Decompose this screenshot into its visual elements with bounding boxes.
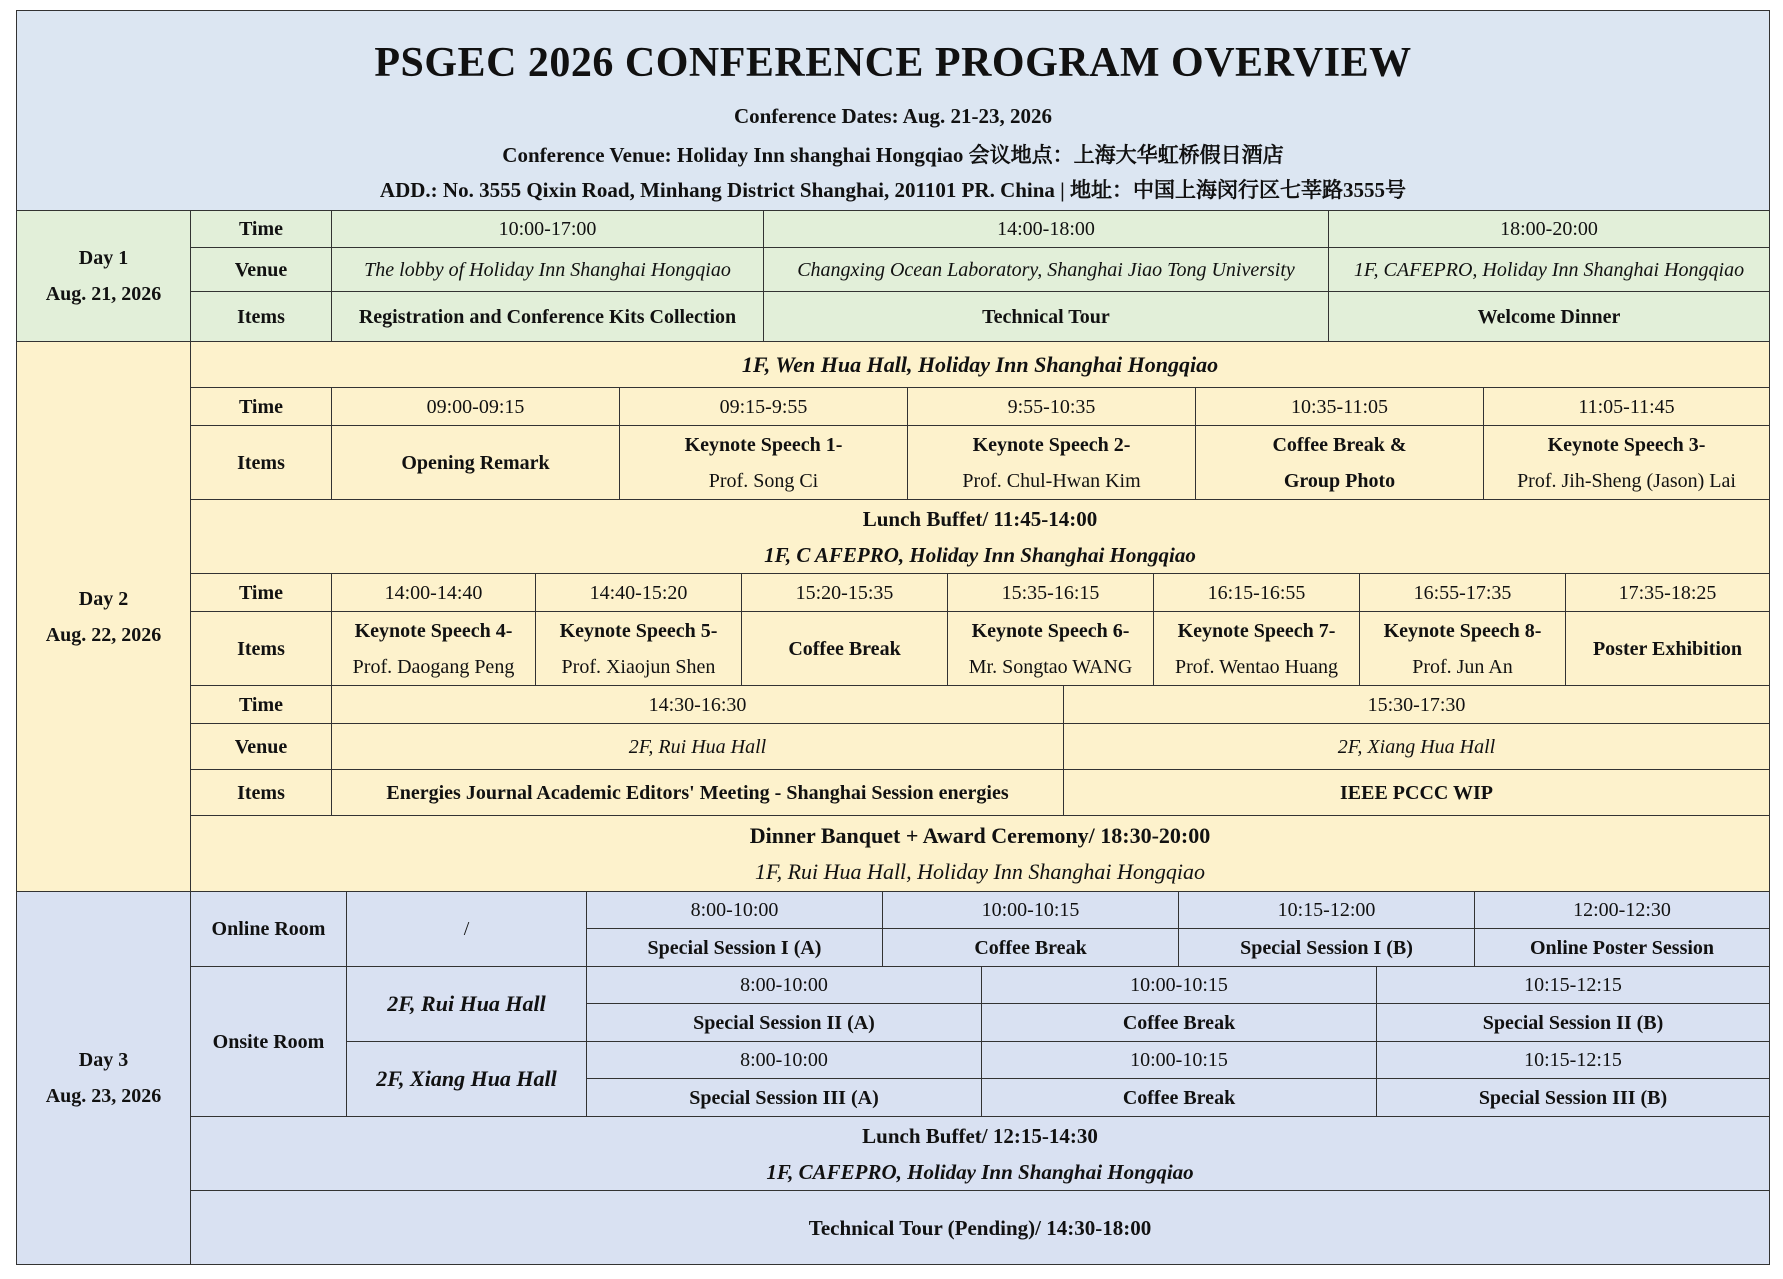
day1-venue-cell: Changxing Ocean Laboratory, Shanghai Jiao Tong University (764, 248, 1329, 292)
item-title: Keynote Speech 8- (1383, 619, 1542, 642)
online-item: Special Session I (A) (587, 929, 883, 967)
conference-dates: Conference Dates: Aug. 21-23, 2026 (733, 104, 1053, 128)
day2-parallel-time: 14:30-16:30 (332, 686, 1064, 724)
day2-items-label: Items (191, 770, 332, 816)
page-title: PSGEC 2026 CONFERENCE PROGRAM OVERVIEW (374, 40, 1412, 86)
day1-date: Aug. 21, 2026 (45, 283, 162, 305)
day2-afternoon-item (948, 612, 1154, 686)
day2-day: Day 2 (78, 587, 129, 610)
day3-lunch (191, 1117, 1770, 1191)
day1-time-cell: 10:00-17:00 (332, 210, 764, 248)
conference-venue: Conference Venue: Holiday Inn shanghai Hongqiao 会议地点：上海大华虹桥假日酒店 (502, 143, 1284, 167)
day3-technical-tour: Technical Tour (Pending)/ 14:30-18:00 (191, 1191, 1770, 1265)
conference-address: ADD.: No. 3555 Qixin Road, Minhang District Shanghai, 201101 PR. China | 地址：中国上海闵行区七莘路3555号 (379, 178, 1407, 202)
day2-morning-item (620, 426, 908, 500)
xiang-item: Special Session III (B) (1377, 1079, 1770, 1117)
day1-venue-cell: The lobby of Holiday Inn Shanghai Hongqiao (332, 248, 764, 292)
xiang-time: 10:15-12:15 (1377, 1042, 1770, 1079)
day1-venue-label: Venue (191, 248, 332, 292)
day2-afternoon-time: 14:00-14:40 (332, 574, 536, 612)
day1-venue-cell: 1F, CAFEPRO, Holiday Inn Shanghai Hongqiao (1329, 248, 1770, 292)
day2-afternoon-time: 15:35-16:15 (948, 574, 1154, 612)
day2-morning-time: 11:05-11:45 (1484, 388, 1770, 426)
item-title: Keynote Speech 3- (1547, 433, 1706, 456)
day1-day: Day 1 (78, 247, 129, 269)
item-speaker: Prof. Song Ci (708, 469, 819, 492)
item-speaker: Mr. Songtao WANG (968, 655, 1133, 678)
item-title: Poster Exhibition (1592, 637, 1743, 660)
item-title: Keynote Speech 6- (971, 619, 1130, 642)
rui-time: 10:15-12:15 (1377, 967, 1770, 1004)
day1-time-cell: 18:00-20:00 (1329, 210, 1770, 248)
item-title: Keynote Speech 4- (354, 619, 513, 642)
item-title: Group Photo (1283, 469, 1396, 492)
day2-morning-item (908, 426, 1196, 500)
online-time: 10:00-10:15 (883, 892, 1179, 929)
item-title: Coffee Break & (1272, 433, 1407, 456)
day1-time-cell: 14:00-18:00 (764, 210, 1329, 248)
item-title: Opening Remark (401, 451, 550, 474)
day2-time-label: Time (191, 574, 332, 612)
day1-time-label: Time (191, 210, 332, 248)
day2-parallel-item: Energies Journal Academic Editors' Meeting - Shanghai Session energies (332, 770, 1064, 816)
day2-afternoon-item (1360, 612, 1566, 686)
day2-afternoon-time: 16:15-16:55 (1154, 574, 1360, 612)
onsite-room-label: Onsite Room (191, 967, 347, 1117)
item-speaker: Prof. Wentao Huang (1175, 655, 1338, 678)
online-item: Special Session I (B) (1179, 929, 1475, 967)
day1-item-cell: Registration and Conference Kits Collection (332, 292, 764, 342)
day2-morning-item (1196, 426, 1484, 500)
day2-morning-venue: 1F, Wen Hua Hall, Holiday Inn Shanghai Hongqiao (191, 342, 1770, 388)
day2-afternoon-item (536, 612, 742, 686)
rui-time: 10:00-10:15 (982, 967, 1377, 1004)
day1-item-cell: Welcome Dinner (1329, 292, 1770, 342)
day2-lunch (191, 500, 1770, 574)
xiang-time: 8:00-10:00 (587, 1042, 982, 1079)
item-speaker: Prof. Jih-Sheng (Jason) Lai (1517, 469, 1736, 492)
day2-afternoon-time: 17:35-18:25 (1566, 574, 1770, 612)
rui-item: Coffee Break (982, 1004, 1377, 1042)
online-room-label: Online Room (191, 892, 347, 967)
rui-time: 8:00-10:00 (587, 967, 982, 1004)
dinner-venue: 1F, Rui Hua Hall, Holiday Inn Shanghai Hongqiao (755, 858, 1205, 884)
online-time: 10:15-12:00 (1179, 892, 1475, 929)
item-speaker: Prof. Jun An (1412, 655, 1513, 678)
day1-items-label: Items (191, 292, 332, 342)
item-title: Keynote Speech 1- (684, 433, 843, 456)
day2-afternoon-item (1566, 612, 1770, 686)
xiang-time: 10:00-10:15 (982, 1042, 1377, 1079)
day2-morning-time: 9:55-10:35 (908, 388, 1196, 426)
program-header (16, 10, 1770, 210)
lunch-title: Lunch Buffet/ 12:15-14:30 (862, 1123, 1098, 1148)
day2-items-label: Items (191, 612, 332, 686)
day2-parallel-time: 15:30-17:30 (1064, 686, 1770, 724)
day3-label (16, 892, 191, 1265)
day1-item-cell: Technical Tour (764, 292, 1329, 342)
day2-dinner (191, 816, 1770, 892)
xiang-item: Special Session III (A) (587, 1079, 982, 1117)
item-title: Keynote Speech 7- (1177, 619, 1336, 642)
online-room-slash: / (347, 892, 587, 967)
day3-day: Day 3 (78, 1049, 129, 1071)
day2-date: Aug. 22, 2026 (45, 623, 162, 646)
day2-morning-item (332, 426, 620, 500)
item-title: Coffee Break (788, 637, 901, 660)
lunch-venue: 1F, CAFEPRO, Holiday Inn Shanghai Hongqiao (766, 1159, 1194, 1184)
item-title: Keynote Speech 2- (972, 433, 1131, 456)
online-item: Coffee Break (883, 929, 1179, 967)
day2-afternoon-time: 16:55-17:35 (1360, 574, 1566, 612)
day2-parallel-item: IEEE PCCC WIP (1064, 770, 1770, 816)
online-time: 12:00-12:30 (1475, 892, 1770, 929)
lunch-venue: 1F, C AFEPRO, Holiday Inn Shanghai Hongqiao (764, 542, 1196, 567)
day2-afternoon-item (1154, 612, 1360, 686)
day2-afternoon-time: 15:20-15:35 (742, 574, 948, 612)
xiang-item: Coffee Break (982, 1079, 1377, 1117)
online-time: 8:00-10:00 (587, 892, 883, 929)
day2-parallel-venue: 2F, Xiang Hua Hall (1064, 724, 1770, 770)
day2-parallel-venue: 2F, Rui Hua Hall (332, 724, 1064, 770)
day2-morning-time: 09:00-09:15 (332, 388, 620, 426)
lunch-title: Lunch Buffet/ 11:45-14:00 (862, 506, 1098, 531)
day2-afternoon-item (742, 612, 948, 686)
item-title: Keynote Speech 5- (559, 619, 718, 642)
rui-hua-hall-label: 2F, Rui Hua Hall (347, 967, 587, 1042)
rui-item: Special Session II (A) (587, 1004, 982, 1042)
item-speaker: Prof. Chul-Hwan Kim (962, 469, 1141, 492)
rui-item: Special Session II (B) (1377, 1004, 1770, 1042)
item-speaker: Prof. Daogang Peng (352, 655, 515, 678)
day2-time-label: Time (191, 388, 332, 426)
online-item: Online Poster Session (1475, 929, 1770, 967)
day2-items-label: Items (191, 426, 332, 500)
day2-afternoon-item (332, 612, 536, 686)
day1-label (16, 210, 191, 342)
day2-venue-label: Venue (191, 724, 332, 770)
day2-time-label: Time (191, 686, 332, 724)
day3-date: Aug. 23, 2026 (45, 1085, 162, 1107)
dinner-title: Dinner Banquet + Award Ceremony/ 18:30-20:00 (749, 822, 1211, 848)
day2-morning-time: 10:35-11:05 (1196, 388, 1484, 426)
day2-morning-item (1484, 426, 1770, 500)
item-speaker: Prof. Xiaojun Shen (561, 655, 716, 678)
day2-afternoon-time: 14:40-15:20 (536, 574, 742, 612)
day2-label (16, 342, 191, 892)
xiang-hua-hall-label: 2F, Xiang Hua Hall (347, 1042, 587, 1117)
day2-morning-time: 09:15-9:55 (620, 388, 908, 426)
